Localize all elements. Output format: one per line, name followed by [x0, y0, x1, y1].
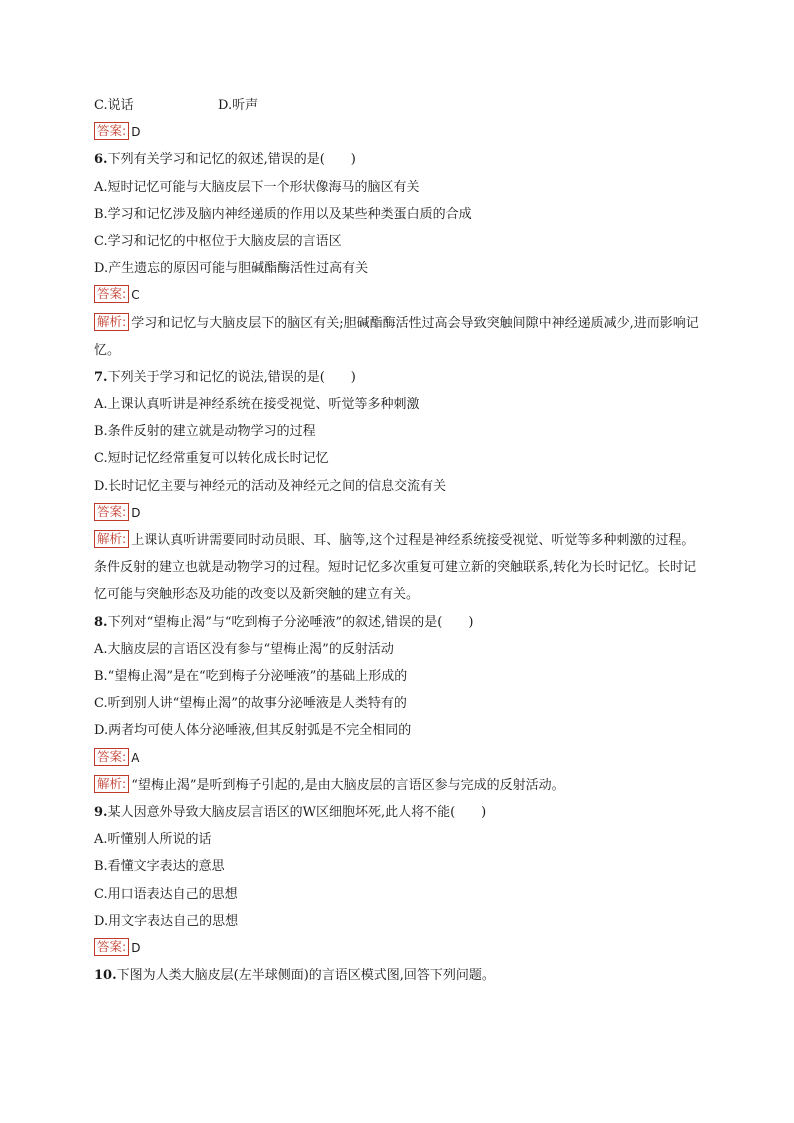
q7-option-c: C.短时记忆经常重复可以转化成长时记忆 — [94, 451, 329, 467]
q8-option-d: D.两者均可使人体分泌唾液,但其反射弧是不完全相同的 — [94, 723, 412, 739]
q9-answer-row — [94, 935, 704, 962]
q7-analysis-row — [94, 527, 704, 609]
q6-answer: C — [131, 288, 140, 303]
analysis-label: 解析: — [94, 313, 129, 331]
q8-option-a: A.大脑皮层的言语区没有参与“望梅止渴”的反射活动 — [94, 641, 394, 657]
q6-stem-row — [94, 146, 704, 173]
q7-answer: D — [131, 505, 141, 520]
q10-stem: 下图为人类大脑皮层(左半球侧面)的言语区模式图,回答下列问题。 — [116, 968, 495, 984]
q5-answer-row — [94, 119, 704, 146]
q8-analysis-row — [94, 772, 704, 799]
q9-stem: 某人因意外导致大脑皮层言语区的W区细胞坏死,此人将不能( ) — [107, 804, 487, 820]
q6-option-c: C.学习和记忆的中枢位于大脑皮层的言语区 — [94, 233, 342, 249]
q9-answer: D — [131, 940, 141, 955]
q5-option-c: C.说话 — [94, 98, 134, 113]
q7-answer-row — [94, 500, 704, 527]
analysis-label: 解析: — [94, 530, 129, 548]
q8-stem: 下列对“望梅止渴”与“吃到梅子分泌唾液”的叙述,错误的是( ) — [107, 614, 474, 630]
q8-stem-row — [94, 609, 704, 636]
q8-option-c: C.听到别人讲“望梅止渴”的故事分泌唾液是人类特有的 — [94, 696, 407, 712]
answer-label: 答案: — [94, 938, 129, 956]
q6-option-d: D.产生遗忘的原因可能与胆碱酯酶活性过高有关 — [94, 261, 369, 277]
q6-option-b: B.学习和记忆涉及脑内神经递质的作用以及某些种类蛋白质的合成 — [94, 206, 472, 222]
q5-answer: D — [131, 125, 141, 140]
q10-stem-row — [94, 962, 704, 989]
q8-answer: A — [131, 750, 140, 765]
q7-option-b: B.条件反射的建立就是动物学习的过程 — [94, 424, 316, 440]
q6-analysis-row — [94, 310, 704, 364]
q6-stem: 下列有关学习和记忆的叙述,错误的是( ) — [107, 152, 356, 168]
q7-option-a: A.上课认真听讲是神经系统在接受视觉、听觉等多种刺激 — [94, 397, 420, 413]
q6-analysis: 学习和记忆与大脑皮层下的脑区有关;胆碱酯酶活性过高会导致突触间隙中神经递质减少,进而影响记忆。 — [94, 315, 699, 358]
q8-number: 8. — [94, 614, 108, 630]
q5-options-row — [94, 92, 704, 119]
q8-answer-row — [94, 745, 704, 772]
analysis-label: 解析: — [94, 775, 129, 793]
q6-option-a: A.短时记忆可能与大脑皮层下一个形状像海马的脑区有关 — [94, 179, 420, 195]
q9-option-b: B.看懂文字表达的意思 — [94, 859, 225, 875]
q9-stem-row — [94, 799, 704, 826]
q9-option-d: D.用文字表达自己的思想 — [94, 913, 239, 929]
answer-label: 答案: — [94, 122, 129, 140]
q8-analysis: “望梅止渴”是听到梅子引起的,是由大脑皮层的言语区参与完成的反射活动。 — [131, 777, 565, 793]
q7-analysis: 上课认真听讲需要同时动员眼、耳、脑等,这个过程是神经系统接受视觉、听觉等多种刺激的过程。条件反射的建立也就是动物学习的过程。短时记忆多次重复可建立新的突触联系,转化为长时记忆。长时记忆可能与突触形态及功能的改变以及新突触的建立有关。 — [94, 533, 697, 603]
q9-number: 9. — [94, 804, 108, 820]
q6-answer-row — [94, 282, 704, 309]
q9-option-a: A.听懂别人所说的话 — [94, 832, 212, 848]
answer-label: 答案: — [94, 503, 129, 521]
q9-option-c: C.用口语表达自己的思想 — [94, 886, 238, 902]
q6-number: 6. — [94, 152, 108, 168]
q7-number: 7. — [94, 369, 108, 385]
q7-option-d: D.长时记忆主要与神经元的活动及神经元之间的信息交流有关 — [94, 478, 447, 494]
q10-number: 10. — [94, 968, 117, 984]
q7-stem-row — [94, 364, 704, 391]
q7-stem: 下列关于学习和记忆的说法,错误的是( ) — [107, 369, 356, 385]
document-page — [94, 92, 704, 989]
answer-label: 答案: — [94, 285, 129, 303]
answer-label: 答案: — [94, 748, 129, 766]
q8-option-b: B.“望梅止渴”是在“吃到梅子分泌唾液”的基础上形成的 — [94, 669, 408, 685]
q5-option-d: D.听声 — [218, 98, 259, 113]
